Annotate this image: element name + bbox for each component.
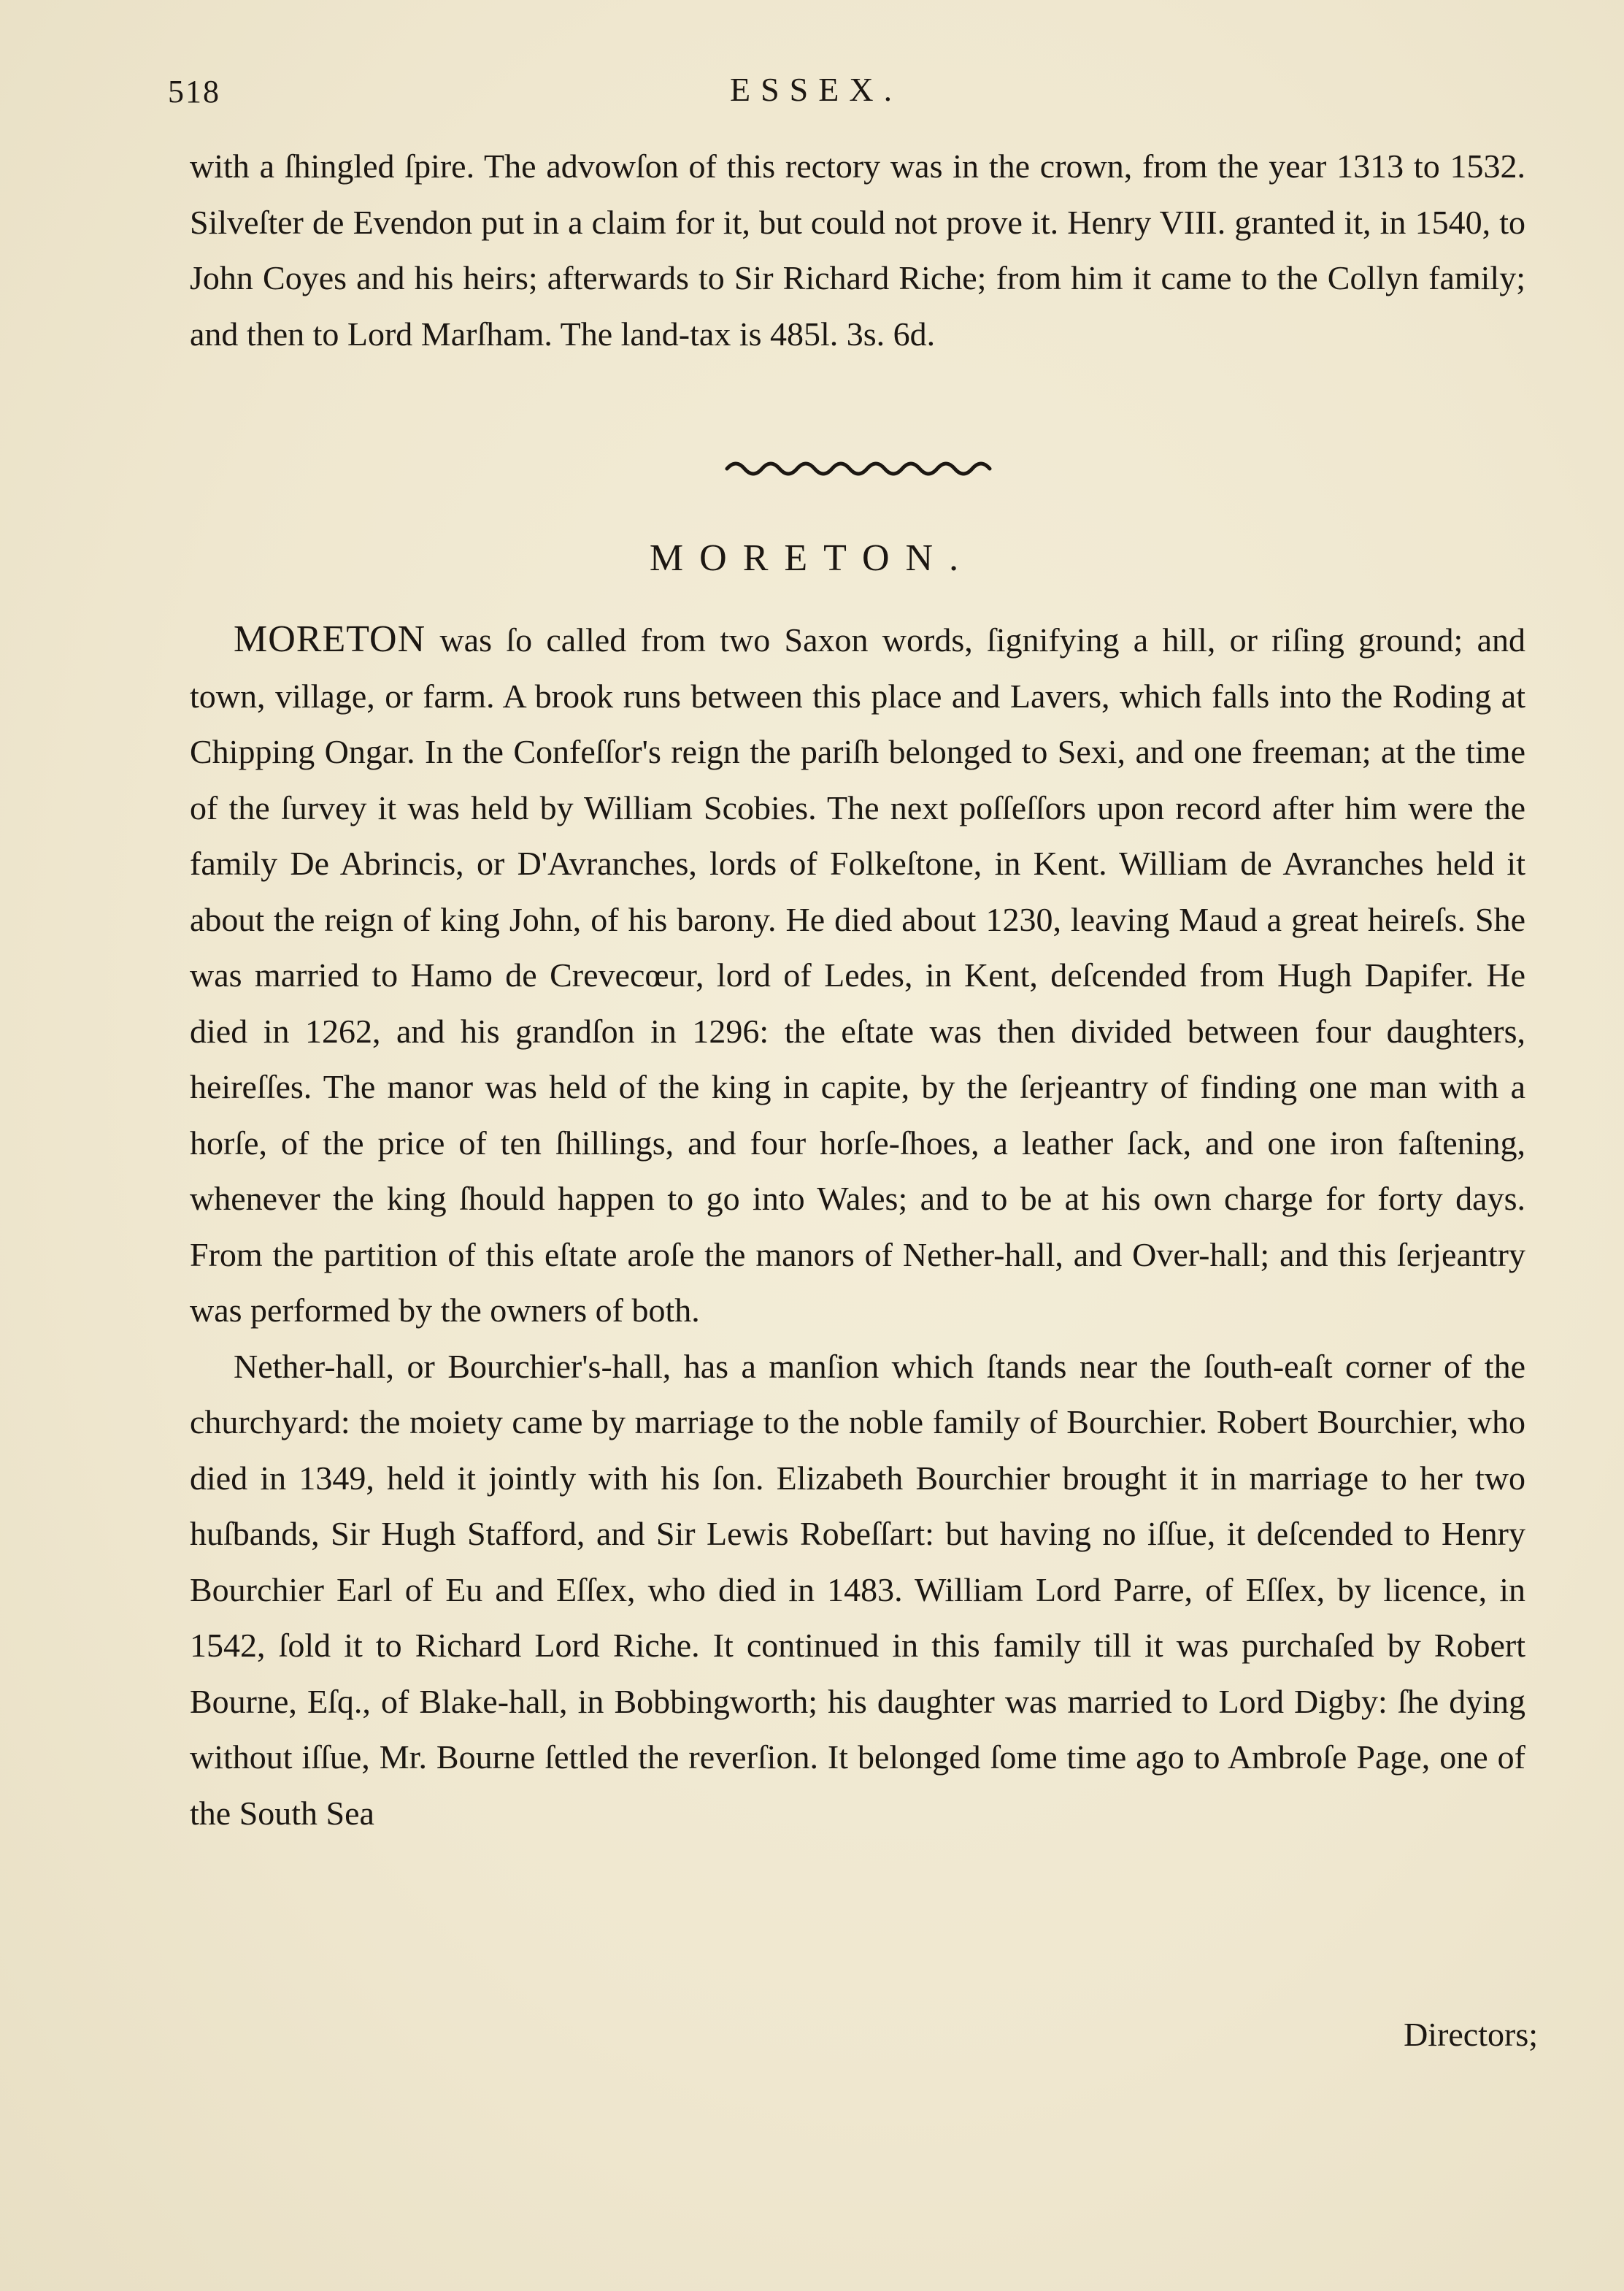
section-body — [190, 612, 1525, 1841]
top-passage-text: with a ſhingled ſpire. The advowſon of this rectory was in the crown, from the year 1313 to 1532. Silveſter de Evendon put in a claim for it, but could not prove it. Henry VIII. granted it, in 1540, to John Coyes and his heirs; afterwards to Sir Richard Riche; from him it came to the Collyn family; and then to Lord Marſham. The land-tax is 485l. 3s. 6d. — [190, 147, 1525, 353]
running-head: ESSEX. — [730, 71, 903, 108]
ornament-divider — [723, 453, 993, 482]
paragraph-1-first-word: MORETON — [234, 618, 426, 660]
page-number: 518 — [168, 74, 220, 110]
paragraph-1-text: was ſo called from two Saxon words, ſignifying a hill, or riſing ground; and town, village, or farm. A brook runs between this place and Lavers, which falls into the Roding at Chipping Ongar. In the Confeſſor's reign the pariſh belonged to Sexi, and one freeman; at the time of the ſurvey it was held by William Scobies. The next poſſeſſors upon record after him were the family De Abrincis, or D'Avranches, lords of Folkeſtone, in Kent. William de Avranches held it about the reign of king John, of his barony. He died about 1230, leaving Maud a great heireſs. She was married to Hamo de Crevecœur, lord of Ledes, in Kent, deſcended from Hugh Dapifer. He died in 1262, and his grandſon in 1296: the eſtate was then divided between four daughters, heireſſes. The manor was held of the king in capite, by the ſerjeantry of finding one man with a horſe, of the price of ten ſhillings, and four horſe-ſhoes, a leather ſack, and one iron faſtening, whenever the king ſhould happen to go into Wales; and to be at his own charge for forty days. From the partition of this eſtate aroſe the manors of Nether-hall, and Over-hall; and this ſerjeantry was performed by the owners of both. — [190, 621, 1525, 1329]
catchword: Directors; — [1404, 2016, 1538, 2053]
paragraph-2: Nether-hall, or Bourchier's-hall, has a manſion which ſtands near the ſouth-eaſt corner of the churchyard: the moiety came by marriage to the noble family of Bourchier. Robert Bourchier, who died in 1349, held it jointly with his ſon. Elizabeth Bourchier brought it in marriage to her two huſbands, Sir Hugh Stafford, and Sir Lewis Robeſſart: but having no iſſue, it deſcended to Henry Bourchier Earl of Eu and Eſſex, who died in 1483. William Lord Parre, of Eſſex, by licence, in 1542, ſold it to Richard Lord Riche. It continued in this family till it was purchaſed by Robert Bourne, Eſq., of Blake-hall, in Bobbingworth; his daughter was married to Lord Digby: ſhe dying without iſſue, Mr. Bourne ſettled the reverſion. It belonged ſome time ago to Ambroſe Page, one of the South Sea — [190, 1347, 1525, 1832]
top-passage — [190, 139, 1525, 362]
section-title: MORETON. — [649, 537, 975, 579]
paragraph-1 — [190, 612, 1525, 1339]
